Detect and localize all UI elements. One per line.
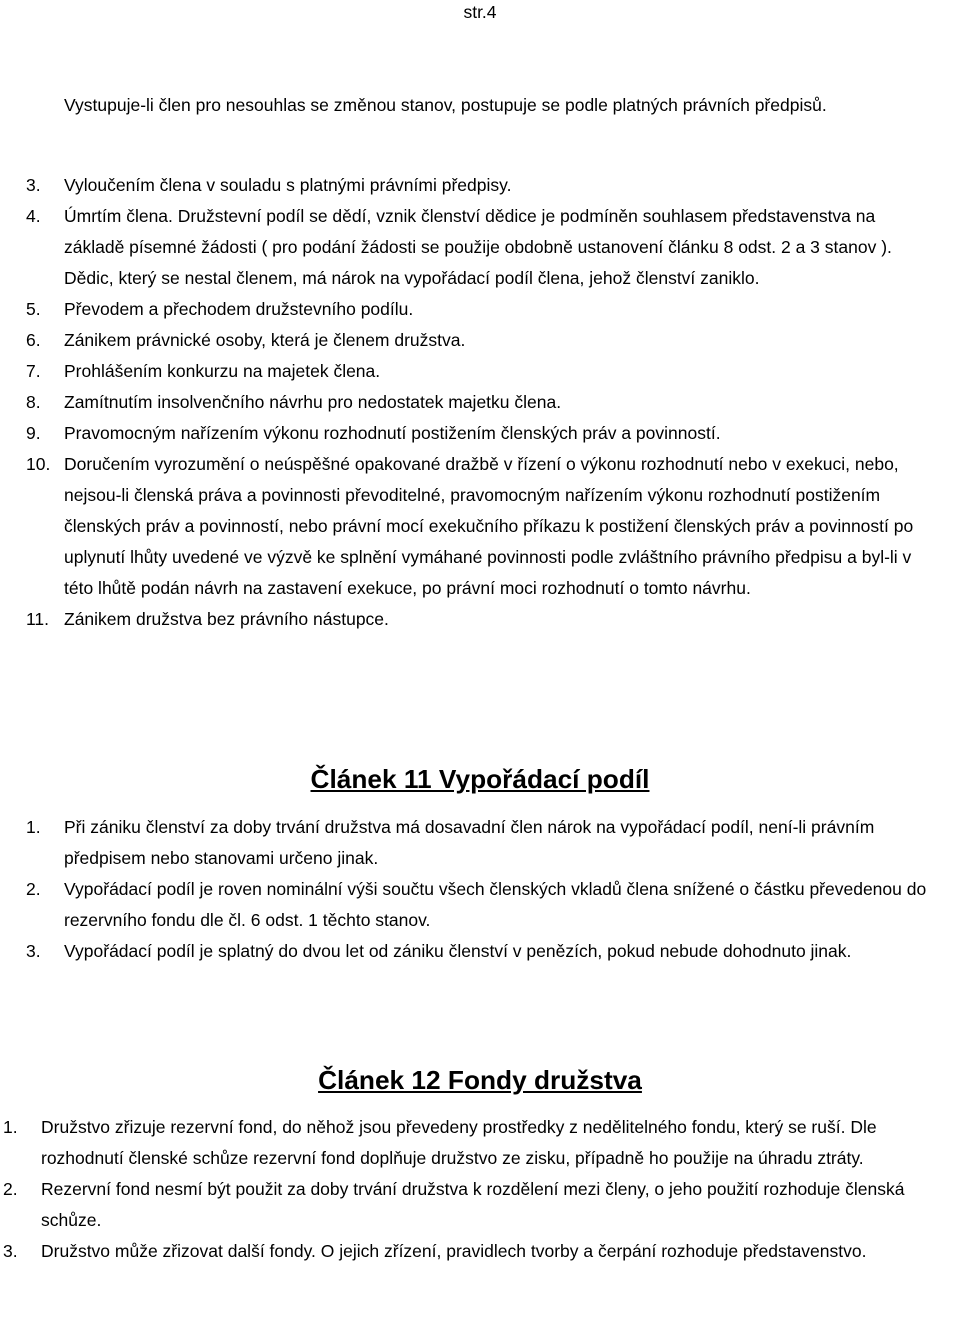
item-text: Zánikem družstva bez právního nástupce.	[64, 609, 389, 629]
item-text: Pravomocným nařízením výkonu rozhodnutí postižením členských práv a povinností.	[64, 423, 721, 443]
list-item	[0, 325, 960, 356]
item-number: 5.	[26, 299, 41, 319]
list-item	[0, 1174, 960, 1236]
item-text: Zánikem právnické osoby, která je členem družstva.	[64, 330, 466, 350]
item-number: 8.	[26, 392, 41, 412]
article-12-list	[0, 1112, 960, 1267]
item-text: Vyloučením člena v souladu s platnými právními předpisy.	[64, 175, 512, 195]
article-12-heading	[0, 1065, 960, 1096]
item-number: 2.	[3, 1179, 18, 1199]
item-number: 4.	[26, 206, 41, 226]
page-number: str.4	[463, 2, 497, 22]
item-number: 11.	[26, 609, 50, 629]
item-text: Vypořádací podíl je roven nominální výši součtu všech členských vkladů člena snížené o částku převedenou do rezervního fondu dle čl. 6 odst. 1 těchto stanov.	[64, 879, 927, 930]
item-text: Převodem a přechodem družstevního podílu.	[64, 299, 414, 319]
item-text: Vypořádací podíl je splatný do dvou let od zániku členství v penězích, pokud nebude dohodnuto jinak.	[64, 941, 852, 961]
item-text: Úmrtím člena. Družstevní podíl se dědí, vznik členství dědice je podmíněn souhlasem představenstva na základě písemné žádosti ( pro podání žádosti se použije obdobně ustanovení článku 8 odst. 2 a 3 stanov ). Dědic, který se nestal členem, má nárok na vypořádací podíl člena, jehož členství zaniklo.	[64, 206, 892, 288]
termination-list	[0, 170, 960, 635]
list-item	[0, 387, 960, 418]
list-item	[0, 294, 960, 325]
item-number: 1.	[26, 817, 41, 837]
list-item	[0, 201, 960, 294]
list-item	[0, 418, 960, 449]
item-number: 7.	[26, 361, 41, 381]
article-11-title: Článek 11 Vypořádací podíl	[310, 764, 650, 794]
item-text: Družstvo může zřizovat další fondy. O jejich zřízení, pravidlech tvorby a čerpání rozhoduje představenstvo.	[41, 1241, 867, 1261]
article-11-list	[0, 812, 960, 967]
item-number: 10.	[26, 454, 51, 474]
item-number: 3.	[26, 175, 41, 195]
item-text: Při zániku členství za doby trvání družstva má dosavadní člen nárok na vypořádací podíl, není-li právním předpisem nebo stanovami určeno jinak.	[64, 817, 875, 868]
item-text: Družstvo zřizuje rezervní fond, do něhož jsou převedeny prostředky z nedělitelného fondu, který se ruší. Dle rozhodnutí členské schůze rezervní fond doplňuje družstvo ze zisku, případně ho použije na úhradu ztráty.	[41, 1117, 877, 1168]
list-item	[0, 812, 960, 874]
item-text: Zamítnutím insolvenčního návrhu pro nedostatek majetku člena.	[64, 392, 562, 412]
item-number: 2.	[26, 879, 41, 899]
item-number: 9.	[26, 423, 41, 443]
list-item	[0, 604, 960, 635]
item-number: 3.	[3, 1241, 18, 1261]
list-item	[0, 874, 960, 936]
item-text: Doručením vyrozumění o neúspěšné opakované dražbě v řízení o výkonu rozhodnutí nebo v exekuci, nebo, nejsou-li členská práva a povinnosti převoditelné, pravomocným nařízením výkonu rozhodnutí postižením členských práv a povinností, nebo právní mocí exekučního příkazu k postižení členských práv a povinností po uplynutí lhůty uvedené ve výzvě ke splnění vymáhané povinnosti podle zvláštního právního předpisu a byl-li v této lhůtě podán návrh na zastavení exekuce, po právní moci rozhodnutí o tomto návrhu.	[64, 454, 914, 598]
list-item	[0, 449, 960, 604]
list-item	[0, 1112, 960, 1174]
list-item	[0, 936, 960, 967]
article-11-heading	[0, 764, 960, 795]
intro-paragraph: Vystupuje-li člen pro nesouhlas se změnou stanov, postupuje se podle platných právních předpisů.	[64, 95, 827, 115]
list-item	[0, 1236, 960, 1267]
item-number: 1.	[3, 1117, 18, 1137]
list-item	[0, 170, 960, 201]
item-text: Rezervní fond nesmí být použit za doby trvání družstva k rozdělení mezi členy, o jeho použití rozhoduje členská schůze.	[41, 1179, 905, 1230]
item-number: 6.	[26, 330, 41, 350]
item-number: 3.	[26, 941, 41, 961]
list-item	[0, 356, 960, 387]
item-text: Prohlášením konkurzu na majetek člena.	[64, 361, 381, 381]
article-12-title: Článek 12 Fondy družstva	[318, 1065, 642, 1095]
